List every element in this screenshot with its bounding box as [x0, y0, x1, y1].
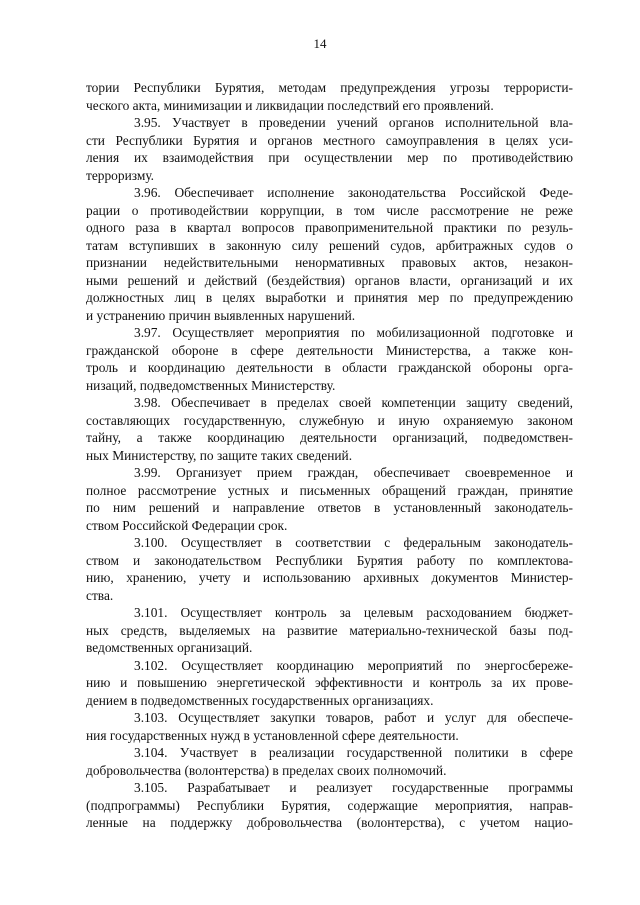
- text-line: ством и законодательством Республики Бурятия работу по комплектова-: [86, 552, 573, 568]
- text-line: 3.96. Обеспечивает исполнение законодательства Российской Феде-: [134, 185, 573, 200]
- text-line: 3.97. Осуществляет мероприятия по мобилизационной подготовке и: [134, 325, 573, 340]
- paragraph: [86, 464, 573, 534]
- text-line: полное рассмотрение устных и письменных обращений граждан, принятие: [86, 482, 573, 498]
- text-line: 3.102. Осуществляет координацию мероприятий по энергосбереже-: [134, 657, 573, 673]
- text-line: низаций, подведомственных Министерству.: [86, 377, 336, 393]
- text-line: гражданской обороне в сфере деятельности Министерства, а также кон-: [86, 342, 573, 358]
- text-line: 3.104. Участвует в реализации государственной политики в сфере: [134, 745, 573, 760]
- text-line: ных Министерству, по защите таких сведений.: [86, 447, 353, 463]
- text-line: должностных лиц в целях выработки и принятия мер по предупреждению: [86, 290, 573, 305]
- text-line: ными решений и действий (бездействия) органов власти, организаций и их: [86, 272, 573, 288]
- paragraph: [86, 184, 573, 324]
- text-line: тории Республики Бурятия, методам предупреждения угрозы террористи-: [86, 80, 573, 95]
- text-line: 3.98. Обеспечивает в пределах своей компетенции защиту сведений,: [134, 395, 573, 410]
- text-line: ления их взаимодействия при осуществлении мер по противодействию: [86, 150, 573, 165]
- text-line: (подпрограммы) Республики Бурятия, содержащие мероприятия, направ-: [86, 797, 573, 813]
- text-line: сти Республики Бурятия и органов местного самоуправления в целях уси-: [86, 132, 573, 148]
- paragraph: [86, 534, 573, 604]
- text-line: троль и координацию деятельности в области гражданской обороны орга-: [86, 360, 573, 375]
- paragraph: [86, 604, 573, 657]
- text-line: ческого акта, минимизации и ликвидации последствий его проявлений.: [86, 97, 494, 113]
- document-body: [86, 79, 573, 832]
- text-line: ния государственных нужд в установленной сфере деятельности.: [86, 727, 459, 743]
- text-line: 3.103. Осуществляет закупки товаров, работ и услуг для обеспече-: [134, 710, 573, 725]
- paragraph: [86, 709, 573, 744]
- paragraph: [86, 744, 573, 779]
- text-line: татам вступивших в законную силу решений судов, арбитражных судов о: [86, 237, 573, 253]
- text-line: ных средств, выделяемых на развитие материально-технической базы под-: [86, 622, 573, 638]
- paragraph: [86, 324, 573, 394]
- paragraph: [86, 394, 573, 464]
- text-line: и устранению причин выявленных нарушений.: [86, 307, 356, 323]
- paragraph: [86, 114, 573, 184]
- text-line: ства.: [86, 587, 114, 603]
- paragraph: [86, 779, 573, 832]
- text-line: 3.101. Осуществляет контроль за целевым расходованием бюджет-: [134, 605, 573, 620]
- text-line: дением в подведомственных государственных организациях.: [86, 692, 434, 708]
- text-line: 3.95. Участвует в проведении учений органов исполнительной вла-: [134, 115, 573, 130]
- text-line: составляющих государственную, служебную и иную охраняемую законом: [86, 412, 573, 428]
- text-line: ведомственных организаций.: [86, 640, 253, 655]
- text-line: добровольчества (волонтерства) в пределах своих полномочий.: [86, 762, 447, 778]
- text-line: нию, хранению, учету и использованию архивных документов Министер-: [86, 570, 573, 585]
- text-line: по ним решений и направление ответов в установленный законодатель-: [86, 500, 573, 515]
- text-line: рации о противодействии коррупции, в том числе рассмотрение не реже: [86, 202, 573, 218]
- text-line: ленные на поддержку добровольчества (волонтерства), с учетом нацио-: [86, 815, 573, 830]
- page-number: 14: [313, 36, 327, 51]
- text-line: одного раза в квартал вопросов правоприменительной практики по резуль-: [86, 220, 573, 235]
- paragraph: [86, 79, 573, 114]
- text-line: ством Российской Федерации срок.: [86, 517, 288, 533]
- text-line: 3.99. Организует прием граждан, обеспечивает своевременное и: [134, 465, 573, 480]
- paragraph: [86, 657, 573, 710]
- text-line: тайну, а также координацию деятельности организаций, подведомствен-: [86, 430, 573, 445]
- text-line: нию и повышению энергетической эффективности и контроль за их прове-: [86, 675, 573, 690]
- text-line: 3.100. Осуществляет в соответствии с федеральным законодатель-: [134, 535, 573, 550]
- text-line: терроризму.: [86, 167, 155, 183]
- text-line: признании недействительными ненормативных правовых актов, незакон-: [86, 255, 573, 270]
- text-line: 3.105. Разрабатывает и реализует государственные программы: [134, 780, 573, 795]
